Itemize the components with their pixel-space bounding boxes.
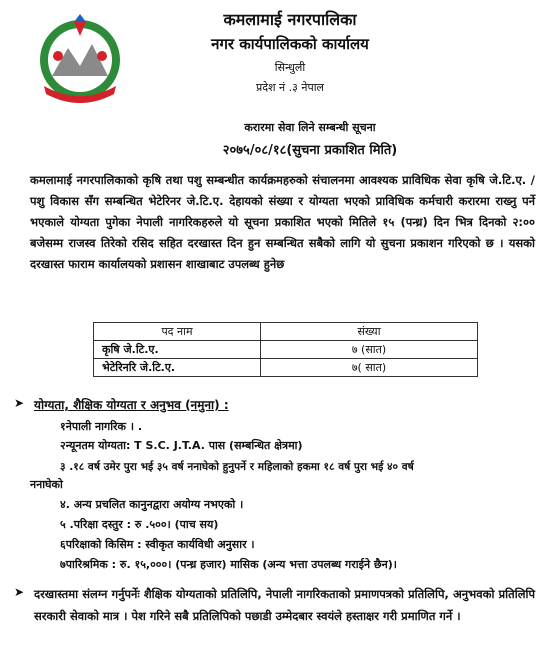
district-name: सिन्धुली	[274, 61, 306, 74]
posts-table	[93, 322, 478, 377]
notice-body: कमलामाई नगरपालिकाको कृषि तथा पशु सम्बन्धीत कार्यक्रमहरुको संचालनमा आवश्यक प्राविधिक सेवा कृषि जे.टि.ए. / पशु विकास सँग सम्बन्धित भेटेरिनर जे.टि.ए. देहायको संख्या र योग्यता भएको प्राविधिक कर्मचारी करारमा राख्नु पर्ने भएकाले योग्यता पुगेका नेपाली नागरिकहरुले यो सूचना प्रकाशित भएको मितिले १५ (पन्ध्र) दिन भित्र दिनको २:०० बजेसम्म राजस्व तिरेको रसिद सहित दरखास्त दिन हुन सम्बन्धित सबैको लागि यो सुचना प्रकाशन गरिएको छ । यसको दरखास्त फाराम कार्यालयको प्रशासन शाखाबाट उपलब्ध हुनेछ	[30, 173, 535, 271]
qualification-item: ४. अन्य प्रचलित कानुनद्वारा अयोग्य नभएको ।	[60, 498, 244, 511]
qualifications-heading: योग्यता, शैक्षिक योग्यता र अनुभव (नमुना) :	[34, 398, 229, 412]
table-row	[94, 359, 478, 377]
nepal-emblem-icon	[30, 8, 130, 108]
post-name: भेटेरिनरि जे.टि.ए.	[94, 359, 261, 377]
notice-date: २०७५/०८/१८(सुचना प्रकाशित मिति)	[222, 143, 398, 158]
qualification-item: ७पारिश्रमिक : रु. १५,०००। (पन्ध्र हजार) मासिक (अन्य भत्ता उपलब्ध गराईने छैन)।	[60, 558, 397, 571]
post-count: ७( सात)	[261, 359, 478, 377]
post-name: कृषि जे.टि.ए.	[94, 341, 261, 359]
table-header: पद नाम	[94, 323, 261, 341]
table-header: संख्या	[261, 323, 478, 341]
org-name: कमलामाई नगरपालिका	[223, 10, 357, 29]
bullet-arrow-icon: ➤	[14, 585, 25, 599]
office-name: नगर कार्यपालिकको कार्यालय	[211, 35, 369, 53]
table-row	[94, 341, 478, 359]
qualification-item: ननाघेको	[30, 478, 63, 491]
bullet-arrow-icon: ➤	[14, 396, 25, 410]
table-header-row	[94, 323, 478, 341]
qualification-item: २न्यूनतम योग्यता: T S.C. J.T.A. पास (सम्बन्धित क्षेत्रमा)	[60, 439, 303, 452]
qualification-item: १नेपाली नागरिक । .	[60, 420, 143, 433]
qualification-item: ६परिक्षाको किसिम : स्वीकृत कार्यविधी अनुसार ।	[60, 538, 255, 551]
province-name: प्रदेश नं .३ नेपाल	[255, 81, 325, 94]
attachments-text: दरखास्तमा संलग्न गर्नुपर्नेः शैक्षिक योग्यताको प्रतिलिपि, नेपाली नागरिकताको प्रमाणपत्रको प्रतिलिपि, अनुभवको प्रतिलिपि सरकारी सेवाको मात्र । पेश गरिने सबै प्रतिलिपिको पछाडी उम्मेदबार स्वयंले हस्ताक्षर गरी प्रमाणित गर्ने ।	[34, 587, 535, 623]
qualification-item: ३ .१८ वर्ष उमेर पुरा भई ३५ वर्ष ननाघेको हुनुपर्ने र महिलाको हकमा १८ वर्ष पुरा भई ४० वर्ष	[60, 461, 414, 473]
notice-title: करारमा सेवा लिने सम्बन्धी सूचना	[244, 121, 376, 134]
qualification-item: ५ .परिक्षा दस्तुर : रु .५००। (पाच सय)	[60, 518, 219, 531]
post-count: ७ (सात)	[261, 341, 478, 359]
